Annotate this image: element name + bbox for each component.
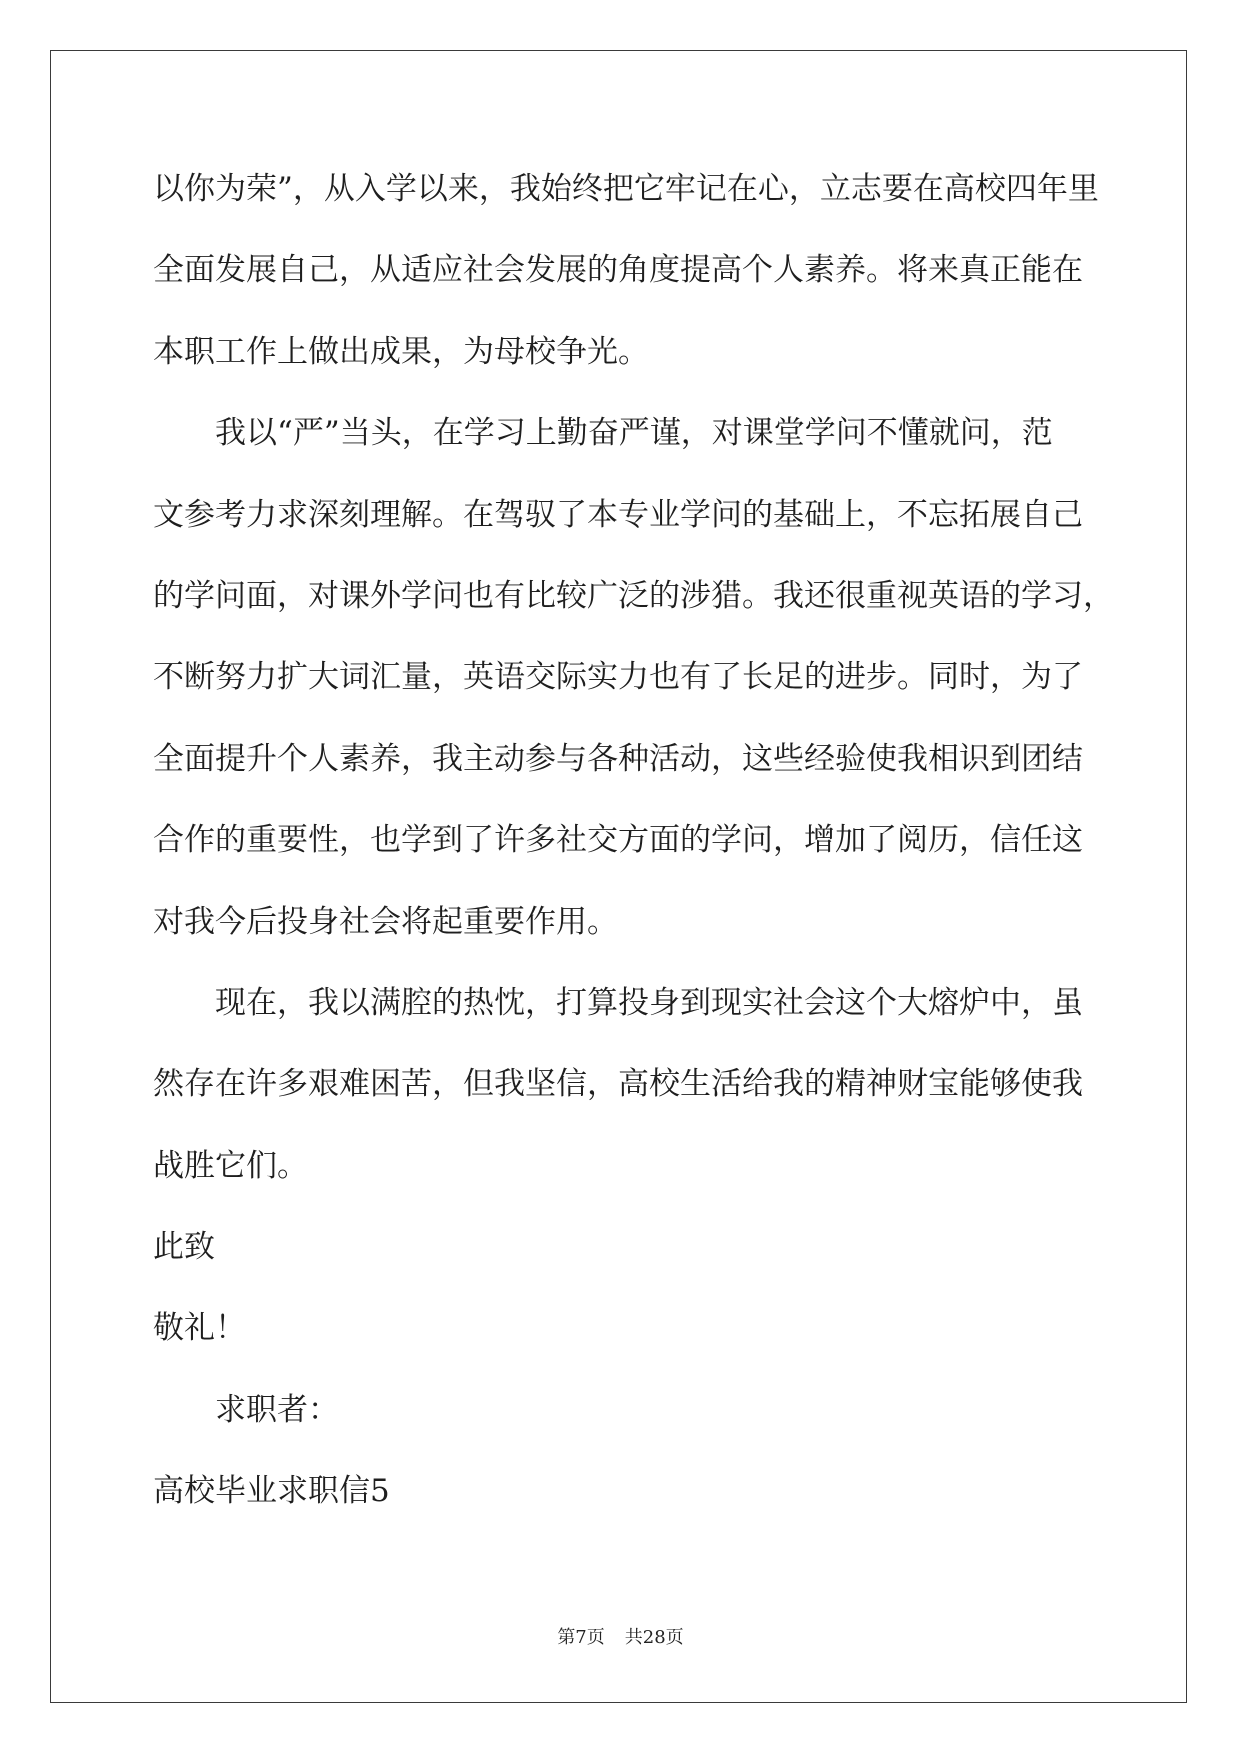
text-line: 本职工作上做出成果，为母校争光。: [153, 333, 649, 370]
paragraph: [153, 393, 1153, 963]
text-line: 我以“严”当头，在学习上勤奋严谨，对课堂学问不懂就问，范: [215, 415, 1053, 452]
signature-label: 求职者：: [215, 1391, 339, 1428]
letter-body: [153, 149, 1153, 1533]
text-line: 现在，我以满腔的热忱，打算投身到现实社会这个大熔炉中，虽: [215, 984, 1083, 1021]
closing-text: 此致: [153, 1229, 215, 1266]
page-total: 共28页: [624, 1627, 684, 1648]
section-heading: 高校毕业求职信5: [153, 1473, 390, 1510]
text-line: 战胜它们。: [153, 1147, 308, 1184]
text-line: 合作的重要性，也学到了许多社交方面的学问，增加了阅历，信任这: [153, 822, 1083, 859]
text-line: 文参考力求深刻理解。在驾驭了本专业学问的基础上，不忘拓展自己: [153, 496, 1083, 533]
page-footer: [0, 1625, 1241, 1651]
text-line: 以你为荣”，从入学以来，我始终把它牢记在心，立志要在高校四年里: [153, 171, 1099, 207]
text-line: 全面发展自己，从适应社会发展的角度提高个人素养。将来真正能在: [153, 252, 1083, 289]
text-line: 然存在许多艰难困苦，但我坚信，高校生活给我的精神财宝能够使我: [153, 1066, 1083, 1103]
text-line: 的学问面，对课外学问也有比较广泛的涉猎。我还很重视英语的学习，: [153, 577, 1114, 614]
text-line: 不断努力扩大词汇量，英语交际实力也有了长足的进步。同时，为了: [153, 659, 1083, 696]
salutation-text: 敬礼！: [153, 1310, 246, 1347]
page-number: 第7页: [557, 1627, 605, 1648]
paragraph: [153, 963, 1153, 1207]
paragraph: [153, 149, 1153, 393]
text-line: 对我今后投身社会将起重要作用。: [153, 903, 618, 940]
text-line: 全面提升个人素养，我主动参与各种活动，这些经验使我相识到团结: [153, 740, 1083, 777]
